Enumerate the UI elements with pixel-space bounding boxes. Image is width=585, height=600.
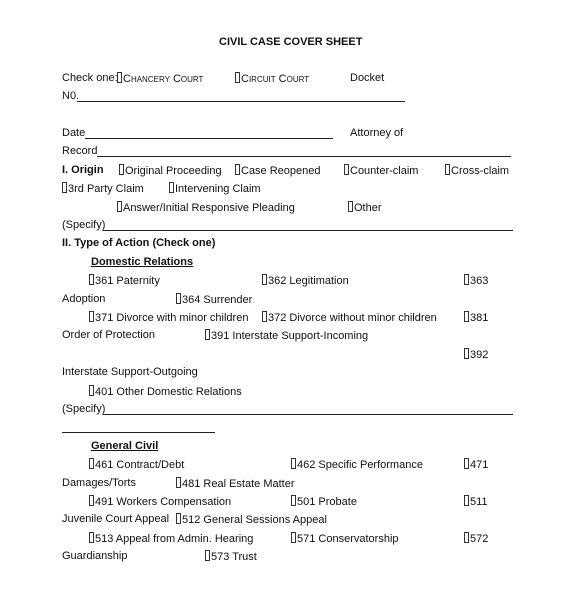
checkbox-icon <box>445 164 450 175</box>
answer-pleading-option[interactable] <box>117 201 295 215</box>
option-481-label: 481 Real Estate Matter <box>182 478 295 490</box>
checkbox-icon <box>119 164 124 175</box>
option-391-label: 391 Interstate Support-Incoming <box>211 330 369 342</box>
option-363-label: 363 <box>470 275 489 287</box>
original-proceeding-option[interactable] <box>119 164 222 178</box>
page-title: CIVIL CASE COVER SHEET <box>219 36 363 48</box>
checkbox-icon <box>464 532 469 543</box>
checkbox-icon <box>344 164 349 175</box>
checkbox-icon <box>205 550 210 561</box>
option-481[interactable] <box>176 477 295 491</box>
docket-number-line[interactable] <box>77 101 405 102</box>
checkbox-icon <box>348 201 353 212</box>
option-361-label: 361 Paternity <box>95 275 160 287</box>
order-of-protection-label: Order of Protection <box>62 329 155 341</box>
checkbox-icon <box>89 495 94 506</box>
third-party-claim-option[interactable] <box>62 182 144 196</box>
checkbox-icon <box>464 348 469 359</box>
checkbox-icon <box>235 164 240 175</box>
juvenile-court-appeal-label: Juvenile Court Appeal <box>62 513 170 525</box>
option-461-label: 461 Contract/Debt <box>95 459 185 471</box>
checkbox-icon <box>89 274 94 285</box>
general-civil-heading: General Civil <box>91 440 159 452</box>
option-372[interactable] <box>262 311 437 325</box>
option-364-label: 364 Surrender <box>182 294 253 306</box>
chancery-court-option[interactable] <box>117 72 203 86</box>
option-512[interactable] <box>176 513 327 527</box>
option-491[interactable] <box>89 495 231 509</box>
checkbox-icon <box>117 201 122 212</box>
option-362-label: 362 Legitimation <box>268 275 349 287</box>
option-371[interactable] <box>89 311 248 325</box>
option-401[interactable] <box>89 385 242 399</box>
attorney-label: Attorney of <box>350 127 404 139</box>
checkbox-icon <box>117 72 122 83</box>
checkbox-icon <box>62 182 67 193</box>
case-reopened-label: Case Reopened <box>241 165 321 177</box>
option-513-label: 513 Appeal from Admin. Hearing <box>95 533 254 545</box>
checkbox-icon <box>176 477 181 488</box>
docket-label: Docket <box>350 72 385 84</box>
case-reopened-option[interactable] <box>235 164 321 178</box>
other-origin-option[interactable] <box>348 201 382 215</box>
circuit-court-option[interactable] <box>235 72 309 86</box>
option-462-label: 462 Specific Performance <box>297 459 423 471</box>
checkbox-icon <box>89 311 94 322</box>
cross-claim-option[interactable] <box>445 164 509 178</box>
checkbox-icon <box>464 495 469 506</box>
option-461[interactable] <box>89 458 184 472</box>
option-571[interactable] <box>291 532 399 546</box>
action-heading: II. Type of Action (Check one) <box>62 237 216 249</box>
option-381[interactable] <box>464 311 488 325</box>
domestic-specify-line-2[interactable] <box>62 432 215 433</box>
checkbox-icon <box>464 311 469 322</box>
docket-number-label: N0. <box>62 90 80 102</box>
origin-specify-label: (Specify) <box>62 219 106 231</box>
option-571-label: 571 Conservatorship <box>297 533 399 545</box>
adoption-label: Adoption <box>62 293 106 305</box>
option-362[interactable] <box>262 274 349 288</box>
option-471-label: 471 <box>470 459 489 471</box>
checkbox-icon <box>176 513 181 524</box>
option-363[interactable] <box>464 274 488 288</box>
domestic-relations-heading: Domestic Relations <box>91 256 194 268</box>
counter-claim-label: Counter-claim <box>350 165 419 177</box>
option-513[interactable] <box>89 532 253 546</box>
other-origin-label: Other <box>354 202 382 214</box>
origin-heading: I. Origin <box>62 164 104 176</box>
checkbox-icon <box>262 274 267 285</box>
check-one-label: Check one: <box>62 72 118 84</box>
option-462[interactable] <box>291 458 423 472</box>
damages-torts-label: Damages/Torts <box>62 477 136 489</box>
attorney-of-record-line[interactable] <box>97 156 511 157</box>
date-line[interactable] <box>85 138 333 139</box>
domestic-specify-line[interactable] <box>103 414 513 415</box>
option-372-label: 372 Divorce without minor children <box>268 312 437 324</box>
checkbox-icon <box>205 329 210 340</box>
checkbox-icon <box>464 274 469 285</box>
checkbox-icon <box>291 532 296 543</box>
domestic-specify-label: (Specify) <box>62 403 106 415</box>
guardianship-label: Guardianship <box>62 550 128 562</box>
record-label: Record <box>62 145 98 157</box>
interstate-support-outgoing-label: Interstate Support-Outgoing <box>62 366 198 378</box>
option-471[interactable] <box>464 458 488 472</box>
option-381-label: 381 <box>470 312 489 324</box>
option-572-label: 572 <box>470 533 489 545</box>
answer-pleading-label: Answer/Initial Responsive Pleading <box>123 202 295 214</box>
option-392-label: 392 <box>470 349 489 361</box>
option-364[interactable] <box>176 293 252 307</box>
option-501[interactable] <box>291 495 357 509</box>
option-501-label: 501 Probate <box>297 496 357 508</box>
cross-claim-label: Cross-claim <box>451 165 510 177</box>
checkbox-icon <box>89 385 94 396</box>
option-511-label: 511 <box>470 496 488 508</box>
checkbox-icon <box>176 293 181 304</box>
chancery-court-label: Chancery Court <box>123 73 204 85</box>
checkbox-icon <box>291 458 296 469</box>
intervening-claim-label: Intervening Claim <box>175 183 261 195</box>
counter-claim-option[interactable] <box>344 164 418 178</box>
original-proceeding-label: Original Proceeding <box>125 165 222 177</box>
option-371-label: 371 Divorce with minor children <box>95 312 249 324</box>
option-512-label: 512 General Sessions Appeal <box>182 514 327 526</box>
checkbox-icon <box>291 495 296 506</box>
checkbox-icon <box>235 72 240 83</box>
option-573-label: 573 Trust <box>211 551 257 563</box>
date-label: Date <box>62 127 86 139</box>
option-401-label: 401 Other Domestic Relations <box>95 386 242 398</box>
checkbox-icon <box>464 458 469 469</box>
checkbox-icon <box>89 458 94 469</box>
checkbox-icon <box>262 311 267 322</box>
option-511[interactable] <box>464 495 488 509</box>
circuit-court-label: Circuit Court <box>241 73 310 85</box>
checkbox-icon <box>169 182 174 193</box>
option-491-label: 491 Workers Compensation <box>95 496 232 508</box>
third-party-claim-label: 3rd Party Claim <box>68 183 144 195</box>
option-392[interactable] <box>464 348 488 362</box>
option-572[interactable] <box>464 532 488 546</box>
checkbox-icon <box>89 532 94 543</box>
option-573[interactable] <box>205 550 257 564</box>
option-391[interactable] <box>205 329 368 343</box>
origin-specify-line[interactable] <box>103 230 513 231</box>
option-361[interactable] <box>89 274 160 288</box>
intervening-claim-option[interactable] <box>169 182 261 196</box>
